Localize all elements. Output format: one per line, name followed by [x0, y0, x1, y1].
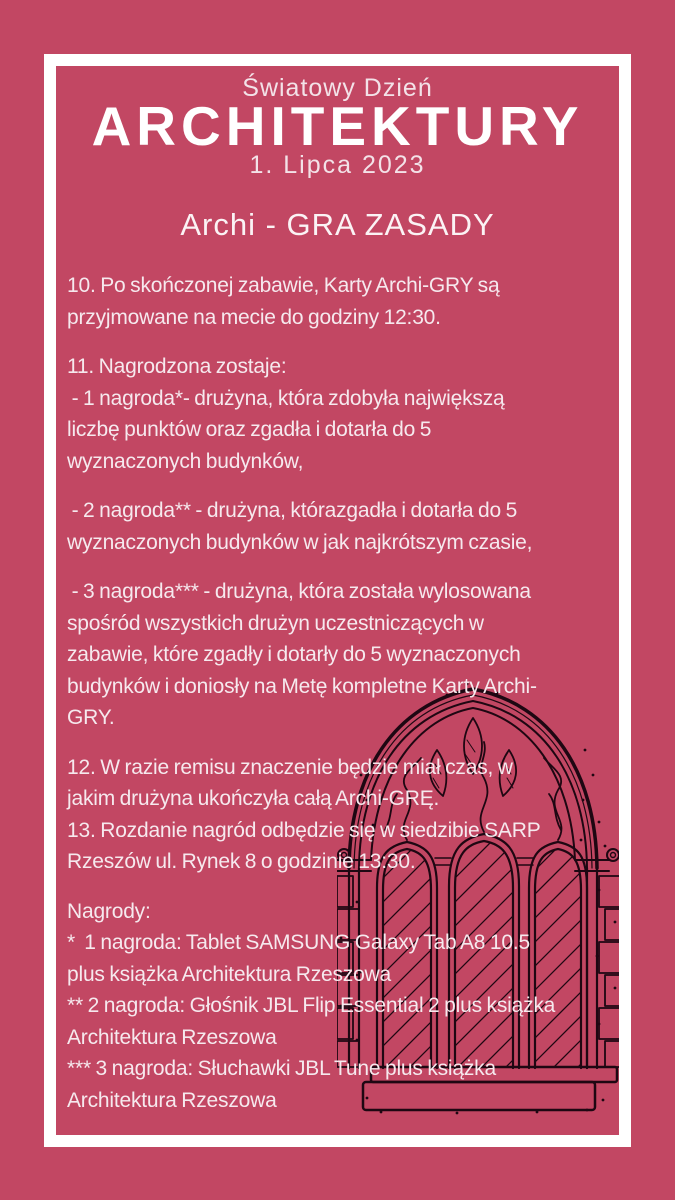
- section-heading: Archi - GRA ZASADY: [180, 207, 495, 242]
- rule-line: 12. W razie remisu znaczenie będzie miał czas, w: [67, 755, 513, 779]
- rule-line: wyznaczonych budynków w jak najkrótszym czasie,: [67, 530, 533, 554]
- rule-line: spośród wszystkich drużyn uczestniczących w: [67, 611, 484, 635]
- rule-line: plus książka Architektura Rzeszowa: [67, 962, 392, 986]
- rule-line: wyznaczonych budynków,: [67, 449, 304, 473]
- rule-line: Architektura Rzeszowa: [67, 1088, 277, 1112]
- rule-line: Nagrody:: [67, 899, 151, 923]
- poster-pretitle: Światowy Dzień: [242, 74, 433, 102]
- rule-line: 10. Po skończonej zabawie, Karty Archi-GRY są: [67, 274, 500, 297]
- rule-line: jakim drużyna ukończyła całą Archi-GRĘ.: [67, 787, 440, 810]
- rule-line: ** 2 nagroda: Głośnik JBL Flip Essential 2 plus książka: [67, 994, 556, 1017]
- rule-line: przyjmowane na mecie do godziny 12:30.: [67, 305, 441, 329]
- rule-line: 13. Rozdanie nagród odbędzie się w siedzibie SARP: [67, 818, 541, 842]
- poster-title: ARCHITEKTURY: [91, 95, 584, 157]
- rule-line: - 3 nagroda*** - drużyna, która została wylosowana: [67, 580, 531, 603]
- rule-line: - 1 nagroda*- drużyna, która zdobyła największą: [67, 386, 505, 410]
- rule-line: GRY.: [67, 706, 115, 729]
- rule-line: Rzeszów ul. Rynek 8 o godzinie 13:30.: [67, 850, 416, 873]
- rules-text: [67, 252, 555, 1134]
- rule-line: * 1 nagroda: Tablet SAMSUNG Galaxy Tab A8 10.5: [67, 931, 530, 954]
- rule-line: - 2 nagroda** - drużyna, którazgadła i dotarła do 5: [67, 499, 518, 522]
- rule-line: budynków i doniosły na Metę kompletne Karty Archi-: [67, 674, 537, 698]
- poster-date: 1. Lipca 2023: [249, 151, 426, 179]
- rule-line: Architektura Rzeszowa: [67, 1025, 277, 1049]
- rule-line: zabawie, które zgadły i dotarły do 5 wyznaczonych: [67, 643, 521, 666]
- rule-line: *** 3 nagroda: Słuchawki JBL Tune plus książka: [67, 1057, 496, 1080]
- rule-line: 11. Nagrodzona zostaje:: [67, 355, 287, 378]
- rule-line: liczbę punktów oraz zgadła i dotarła do 5: [67, 418, 432, 441]
